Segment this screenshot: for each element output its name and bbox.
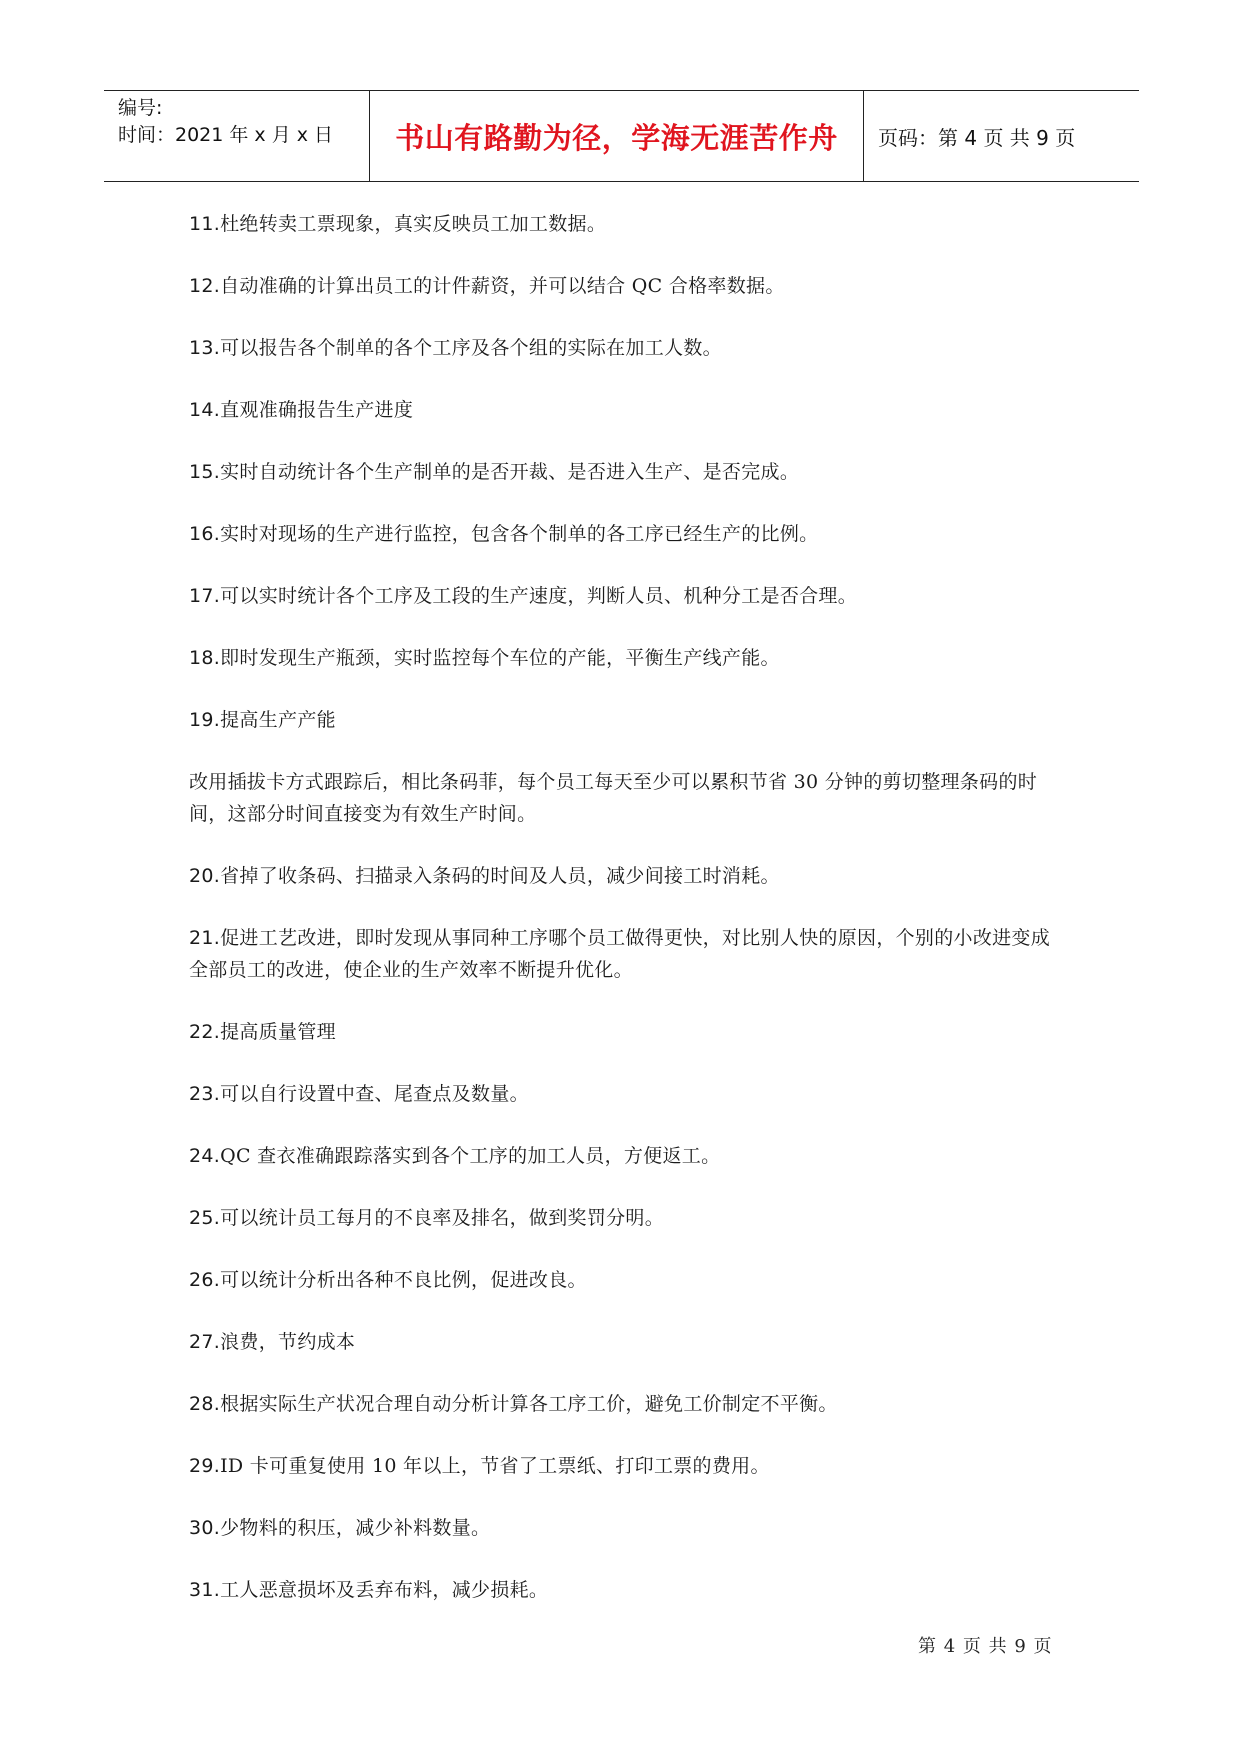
item-number: 15. — [189, 461, 221, 483]
item-text: 提高生产产能 — [220, 709, 336, 731]
paragraph — [189, 1450, 1069, 1482]
paragraph — [189, 1202, 1069, 1234]
item-number: 25. — [189, 1207, 221, 1229]
paragraph — [189, 456, 1069, 488]
item-number: 22. — [189, 1021, 221, 1043]
paragraph — [189, 580, 1069, 612]
item-text: 提高质量管理 — [220, 1021, 336, 1043]
header-meta — [104, 91, 370, 181]
item-text: 改用插拔卡方式跟踪后，相比条码菲，每个员工每天至少可以累积节省 30 分钟的剪切整理条码的时间，这部分时间直接变为有效生产时间。 — [189, 771, 1038, 825]
item-number: 29. — [189, 1455, 221, 1477]
item-number: 20. — [189, 865, 221, 887]
item-text: 促进工艺改进，即时发现从事同种工序哪个员工做得更快，对比别人快的原因，个别的小改进变成全部员工的改进，使企业的生产效率不断提升优化。 — [189, 927, 1051, 981]
paragraph — [189, 1326, 1069, 1358]
item-number: 17. — [189, 585, 221, 607]
item-number: 28. — [189, 1393, 221, 1415]
item-text: 省掉了收条码、扫描录入条码的时间及人员，减少间接工时消耗。 — [220, 865, 780, 887]
item-text: 即时发现生产瓶颈，实时监控每个车位的产能，平衡生产线产能。 — [220, 647, 780, 669]
header-page-info: 页码：第 4 页 共 9 页 — [878, 125, 1076, 150]
page-header — [104, 90, 1139, 182]
paragraph — [189, 642, 1069, 674]
item-number: 16. — [189, 523, 221, 545]
paragraph — [189, 1512, 1069, 1544]
item-text: 自动准确的计算出员工的计件薪资，并可以结合 QC 合格率数据。 — [220, 275, 785, 297]
item-number: 26. — [189, 1269, 221, 1291]
item-text: 工人恶意损坏及丢弃布料，减少损耗。 — [220, 1579, 549, 1601]
paragraph — [189, 332, 1069, 364]
paragraph — [189, 766, 1069, 830]
paragraph — [189, 1264, 1069, 1296]
item-text: 少物料的积压，减少补料数量。 — [220, 1517, 491, 1539]
paragraph — [189, 1388, 1069, 1420]
item-text: QC 查衣准确跟踪落实到各个工序的加工人员，方便返工。 — [220, 1145, 721, 1167]
header-motto: 书山有路勤为径，学海无涯苦作舟 — [370, 91, 864, 181]
paragraph — [189, 1574, 1069, 1606]
item-number: 18. — [189, 647, 221, 669]
item-text: 实时自动统计各个生产制单的是否开裁、是否进入生产、是否完成。 — [220, 461, 800, 483]
item-text: 可以统计分析出各种不良比例，促进改良。 — [220, 1269, 587, 1291]
item-number: 12. — [189, 275, 221, 297]
paragraph — [189, 394, 1069, 426]
paragraph — [189, 1016, 1069, 1048]
item-text: 浪费，节约成本 — [220, 1331, 356, 1353]
item-number: 13. — [189, 337, 221, 359]
item-number: 24. — [189, 1145, 221, 1167]
item-number: 11. — [189, 213, 221, 235]
page-footer: 第 4 页 共 9 页 — [918, 1636, 1053, 1657]
item-text: 杜绝转卖工票现象，真实反映员工加工数据。 — [220, 213, 607, 235]
item-text: 可以统计员工每月的不良率及排名，做到奖罚分明。 — [220, 1207, 665, 1229]
item-text: 直观准确报告生产进度 — [220, 399, 414, 421]
item-number: 31. — [189, 1579, 221, 1601]
item-text: 根据实际生产状况合理自动分析计算各工序工价，避免工价制定不平衡。 — [220, 1393, 838, 1415]
paragraph — [189, 518, 1069, 550]
paragraph — [189, 1140, 1069, 1172]
item-text: 可以实时统计各个工序及工段的生产速度，判断人员、机种分工是否合理。 — [220, 585, 858, 607]
paragraph — [189, 270, 1069, 302]
document-number-label: 编号: — [118, 97, 163, 119]
item-text: 可以报告各个制单的各个工序及各个组的实际在加工人数。 — [220, 337, 722, 359]
item-number: 21. — [189, 927, 221, 949]
item-number: 23. — [189, 1083, 221, 1105]
item-number: 27. — [189, 1331, 221, 1353]
item-number: 30. — [189, 1517, 221, 1539]
item-text: 实时对现场的生产进行监控，包含各个制单的各工序已经生产的比例。 — [220, 523, 819, 545]
item-text: ID 卡可重复使用 10 年以上，节省了工票纸、打印工票的费用。 — [220, 1455, 770, 1477]
document-body — [189, 208, 1069, 1636]
paragraph — [189, 208, 1069, 240]
document-time-label: 时间：2021 年 x 月 x 日 — [118, 124, 334, 146]
item-number: 19. — [189, 709, 221, 731]
paragraph — [189, 1078, 1069, 1110]
paragraph — [189, 860, 1069, 892]
item-number: 14. — [189, 399, 221, 421]
paragraph — [189, 704, 1069, 736]
paragraph — [189, 922, 1069, 986]
item-text: 可以自行设置中查、尾查点及数量。 — [220, 1083, 529, 1105]
